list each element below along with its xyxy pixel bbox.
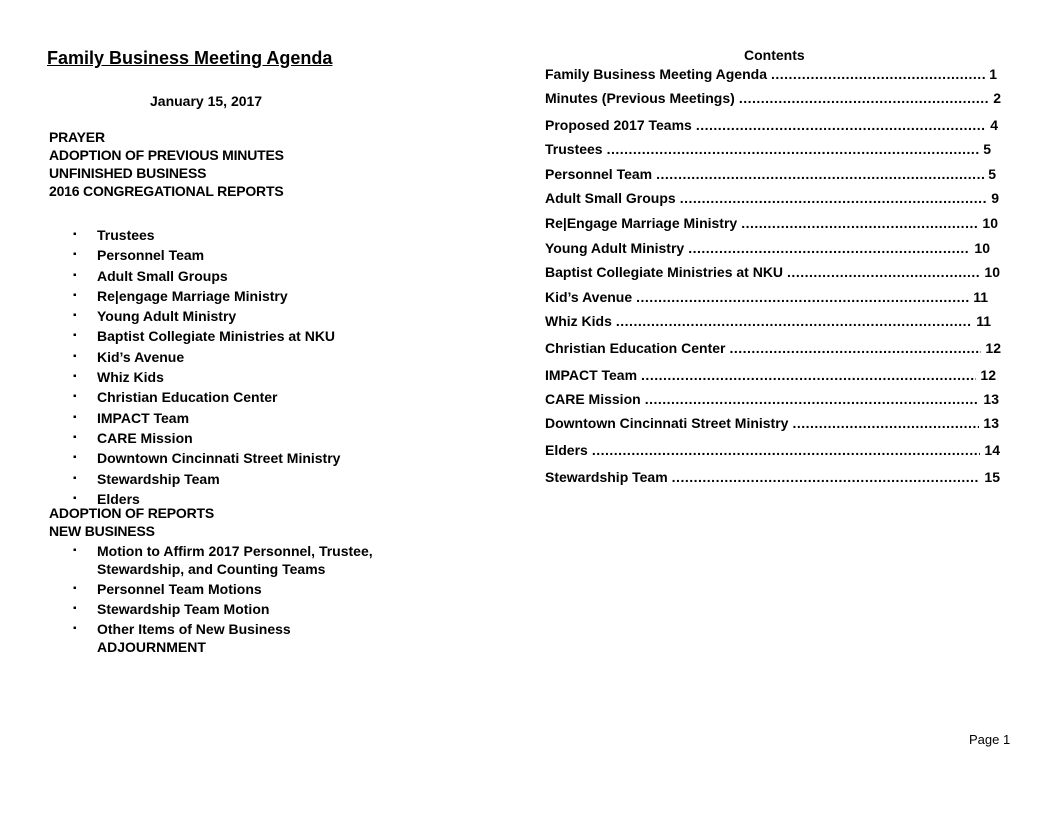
- toc-entry-title: Re|Engage Marriage Ministry: [545, 215, 738, 231]
- bullet-icon: ▪: [73, 229, 77, 240]
- report-label: Adult Small Groups: [97, 267, 228, 284]
- toc-leader: [792, 415, 979, 431]
- after-reports-sections: [49, 504, 214, 540]
- bullet-icon: ▪: [73, 583, 77, 594]
- toc-entry-title: Kid’s Avenue: [545, 289, 633, 305]
- toc-entry[interactable]: [545, 215, 998, 235]
- reports-list: [47, 225, 407, 509]
- toc-entry-title: Stewardship Team: [545, 469, 668, 485]
- toc-entry-page: 15: [984, 469, 1000, 485]
- report-label: Re|engage Marriage Ministry: [97, 287, 288, 304]
- toc-leader: [592, 442, 981, 458]
- section-adoption-minutes: ADOPTION OF PREVIOUS MINUTES: [49, 147, 284, 163]
- toc-entry-page: 5: [983, 141, 991, 157]
- new-business-label: Personnel Team Motions: [97, 581, 262, 597]
- toc-leader: [680, 190, 988, 206]
- report-label: CARE Mission: [97, 429, 193, 446]
- toc-entry[interactable]: [545, 415, 999, 435]
- toc-entry-page: 13: [983, 415, 999, 431]
- list-item: [47, 245, 407, 265]
- toc-entry-page: 13: [983, 391, 999, 407]
- toc-leader: [636, 289, 969, 305]
- bullet-icon: ▪: [73, 310, 77, 322]
- list-item: [47, 347, 407, 367]
- list-item: [47, 600, 407, 618]
- toc-entry-page: 10: [974, 240, 990, 256]
- toc-entry-title: Elders: [545, 442, 588, 458]
- toc-entry-page: 12: [980, 367, 996, 383]
- toc-entry-page: 5: [988, 166, 996, 182]
- toc-entry[interactable]: [545, 313, 991, 333]
- toc-leader: [645, 391, 980, 407]
- report-label: Baptist Collegiate Ministries at NKU: [97, 328, 336, 345]
- toc-leader: [739, 90, 989, 106]
- toc-entry[interactable]: [545, 190, 999, 210]
- toc-entry[interactable]: [545, 117, 998, 137]
- toc-entry-page: 11: [976, 313, 991, 329]
- list-item: [47, 469, 407, 489]
- bullet-icon: ▪: [73, 371, 77, 383]
- toc-entry-page: 4: [990, 117, 998, 133]
- toc-leader: [607, 141, 980, 157]
- toc-entry[interactable]: [545, 166, 996, 186]
- report-label: Kid’s Avenue: [97, 348, 185, 365]
- report-label: Trustees: [97, 227, 155, 243]
- toc-leader: [672, 469, 981, 485]
- toc-entry[interactable]: [545, 367, 996, 387]
- adjournment: ADJOURNMENT: [97, 639, 206, 655]
- section-unfinished-business: UNFINISHED BUSINESS: [49, 165, 207, 181]
- toc-entry-title: CARE Mission: [545, 391, 641, 407]
- bullet-icon: ▪: [73, 269, 77, 281]
- list-item: [47, 580, 407, 598]
- bullet-icon: ▪: [73, 472, 77, 484]
- new-business-label-cont: Stewardship, and Counting Teams: [97, 561, 326, 577]
- toc-entry-title: Christian Education Center: [545, 340, 726, 356]
- bullet-icon: ▪: [73, 431, 77, 443]
- report-label: Downtown Cincinnati Street Ministry: [97, 450, 341, 467]
- bullet-icon: ▪: [73, 623, 77, 634]
- toc-entry[interactable]: [545, 340, 1001, 360]
- report-label: Stewardship Team: [97, 470, 220, 487]
- toc-leader: [696, 117, 986, 133]
- new-business-list: [47, 542, 407, 640]
- toc-entry-title: Minutes (Previous Meetings): [545, 90, 735, 106]
- list-item: [47, 387, 407, 407]
- agenda-column: [47, 47, 417, 655]
- section-congregational-reports: 2016 CONGREGATIONAL REPORTS: [49, 183, 284, 199]
- report-label: Whiz Kids: [97, 369, 164, 386]
- toc-entry-page: 14: [984, 442, 1000, 458]
- toc-entry-page: 11: [973, 289, 988, 305]
- bullet-icon: ▪: [73, 452, 77, 464]
- new-business-label: Other Items of New Business: [97, 621, 291, 637]
- list-item: [47, 448, 407, 468]
- page-number: Page 1: [969, 732, 1011, 747]
- toc-entry-page: 10: [984, 264, 1000, 280]
- section-adoption-reports: ADOPTION OF REPORTS: [49, 505, 214, 521]
- toc-entry-title: Downtown Cincinnati Street Ministry: [545, 415, 789, 431]
- toc-entry-title: IMPACT Team: [545, 367, 638, 383]
- toc-entry[interactable]: [545, 442, 1000, 462]
- toc-entry-title: Family Business Meeting Agenda: [545, 66, 767, 82]
- report-label: IMPACT Team: [97, 409, 190, 426]
- toc-entry[interactable]: [545, 264, 1000, 284]
- bullet-icon: ▪: [73, 249, 77, 261]
- toc-leader: [787, 264, 980, 280]
- toc-entry[interactable]: [545, 391, 999, 411]
- agenda-title: Family Business Meeting Agenda: [47, 48, 333, 68]
- new-business-label: Stewardship Team Motion: [97, 601, 270, 617]
- bullet-icon: ▪: [73, 330, 77, 342]
- agenda-sections: [49, 128, 284, 200]
- agenda-date: January 15, 2017: [150, 93, 263, 109]
- section-prayer: PRAYER: [49, 129, 105, 145]
- new-business-label: Motion to Affirm 2017 Personnel, Trustee,: [97, 543, 373, 559]
- toc-leader: [656, 166, 984, 182]
- toc-entry-title: Young Adult Ministry: [545, 240, 685, 256]
- toc-leader: [641, 367, 976, 383]
- bullet-icon: ▪: [73, 603, 77, 614]
- toc-leader: [688, 240, 970, 256]
- bullet-icon: ▪: [73, 545, 77, 556]
- toc-entry-page: 2: [993, 90, 1001, 106]
- list-item: [47, 542, 407, 578]
- toc-entry[interactable]: [545, 66, 997, 86]
- bullet-icon: ▪: [73, 411, 77, 423]
- bullet-icon: ▪: [73, 492, 77, 504]
- bullet-icon: ▪: [73, 391, 77, 403]
- list-item: [47, 266, 407, 286]
- toc-entry-title: Personnel Team: [545, 166, 653, 182]
- toc-leader: [771, 66, 985, 82]
- toc-entry[interactable]: [545, 289, 988, 309]
- list-item: [47, 408, 407, 428]
- report-label: Christian Education Center: [97, 389, 278, 406]
- toc-entry[interactable]: [545, 469, 1000, 489]
- report-label: Young Adult Ministry: [97, 308, 237, 325]
- toc-entry-page: 12: [985, 340, 1001, 356]
- list-item: [47, 428, 407, 448]
- toc-entry[interactable]: [545, 141, 991, 161]
- toc-entry-page: 9: [991, 190, 999, 206]
- toc-entry[interactable]: [545, 90, 1001, 110]
- list-item: [47, 306, 407, 326]
- bullet-icon: ▪: [73, 289, 77, 301]
- toc-entry-title: Whiz Kids: [545, 313, 612, 329]
- section-new-business: NEW BUSINESS: [49, 523, 155, 539]
- toc-entry-title: Proposed 2017 Teams: [545, 117, 692, 133]
- toc-entry-title: Adult Small Groups: [545, 190, 676, 206]
- report-label: Personnel Team: [97, 247, 205, 264]
- toc-entry-title: Trustees: [545, 141, 603, 157]
- toc-entry[interactable]: [545, 240, 990, 260]
- list-item: [47, 620, 407, 638]
- report-label: Elders: [97, 490, 140, 507]
- list-item: [47, 326, 407, 346]
- contents-heading: Contents: [744, 47, 805, 63]
- toc-entry-page: 1: [989, 66, 997, 82]
- list-item: [47, 367, 407, 387]
- toc-leader: [729, 340, 981, 356]
- toc-leader: [616, 313, 972, 329]
- toc-entry-page: 10: [982, 215, 998, 231]
- bullet-icon: ▪: [73, 350, 77, 362]
- toc-leader: [741, 215, 978, 231]
- list-item: [47, 286, 407, 306]
- toc-entry-title: Baptist Collegiate Ministries at NKU: [545, 264, 784, 280]
- list-item: [47, 225, 407, 245]
